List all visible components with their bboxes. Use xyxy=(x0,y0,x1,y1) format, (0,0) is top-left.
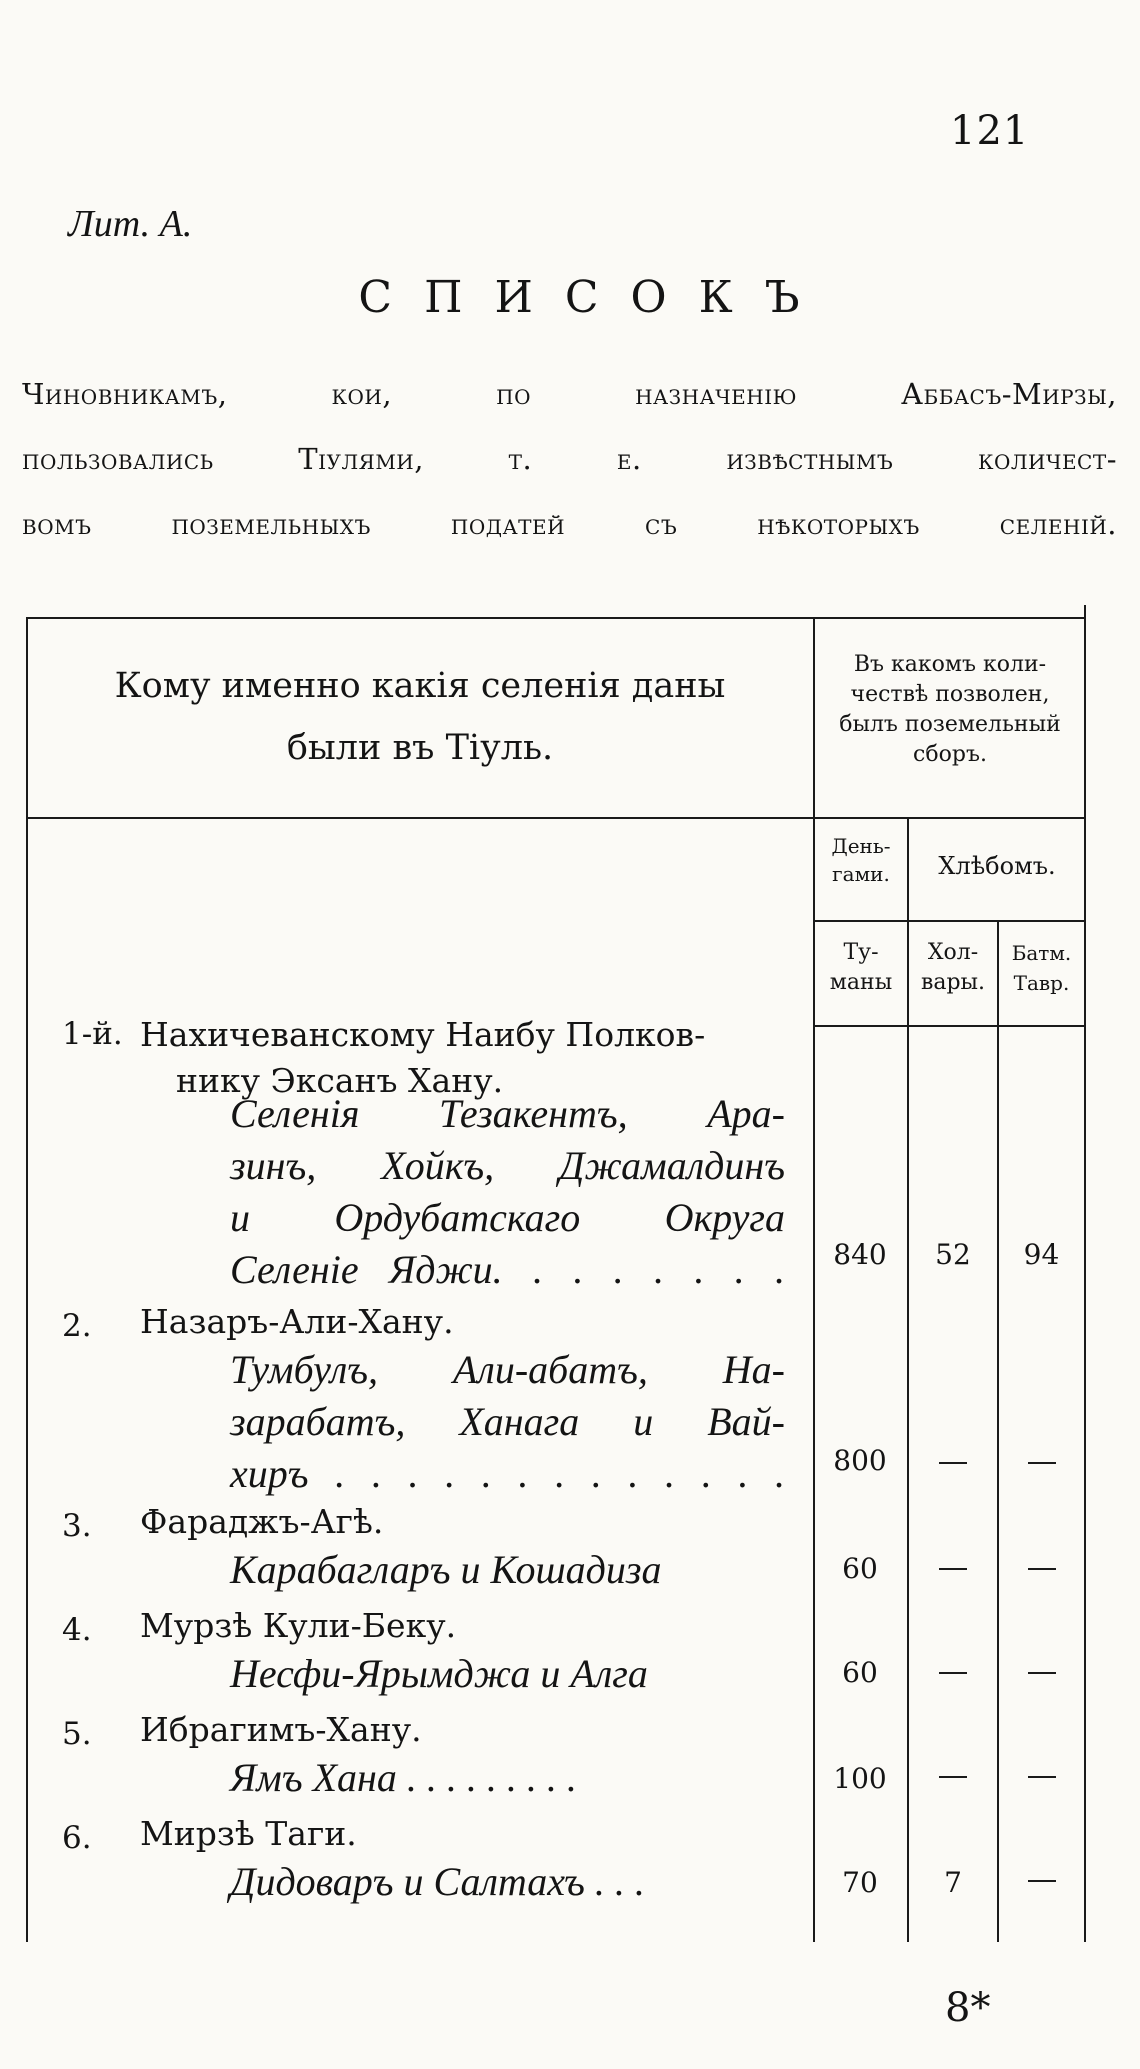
kholvary-value: 7 xyxy=(944,1866,962,1899)
tumany-value: 800 xyxy=(833,1444,887,1477)
row-recipient: Мирзѣ Таги. xyxy=(140,1814,357,1853)
kholvary-dash xyxy=(939,1568,967,1570)
header-line: Батм. xyxy=(1011,941,1072,965)
column-divider xyxy=(997,920,999,1942)
header-grain: Хлѣбомъ. xyxy=(938,852,1056,880)
recipient-line: нику Эксанъ Хану. xyxy=(176,1061,504,1100)
column-divider xyxy=(813,617,815,1942)
batm-dash xyxy=(1028,1568,1056,1570)
row-recipient: Назаръ-Али-Хану. xyxy=(140,1302,454,1341)
columns-rule xyxy=(813,1025,1086,1027)
villages-line: Тумбулъ, Али-абатъ, На- xyxy=(230,1347,785,1392)
row-villages: Дидоваръ и Салтахъ . . . xyxy=(230,1859,645,1904)
column-batm xyxy=(999,938,1084,998)
row-number: 1-й. xyxy=(62,1016,123,1052)
kholvary-dash xyxy=(939,1672,967,1674)
batm-value: 94 xyxy=(1023,1238,1060,1271)
villages-line: зинъ, Хойкъ, Джамалдинъ xyxy=(230,1143,785,1188)
header-line: Кому именно какія селенія даны xyxy=(114,666,726,706)
recipient-line: Нахичеванскому Наибу Полков- xyxy=(140,1015,706,1054)
villages-line: Селенія Тезакентъ, Ара- xyxy=(230,1091,785,1136)
lit-label: Лит. А. xyxy=(68,203,193,245)
table-right-rule xyxy=(1084,605,1086,1942)
header-line: гами. xyxy=(832,862,890,886)
header-line: сборъ. xyxy=(913,742,987,767)
subtitle-line: вомъ поземельныхъ податей съ нѣкоторыхъ селеній. xyxy=(22,507,1117,541)
villages-line: и Ордубатскаго Округа xyxy=(230,1195,785,1240)
header-money xyxy=(816,832,906,888)
kholvary-dash xyxy=(939,1462,967,1464)
batm-dash xyxy=(1028,1880,1056,1882)
batm-dash xyxy=(1028,1462,1056,1464)
row-number: 6. xyxy=(62,1820,92,1856)
tumany-value: 60 xyxy=(842,1552,878,1585)
tumany-value: 100 xyxy=(833,1762,887,1795)
row-villages xyxy=(230,1344,785,1500)
header-line: былъ поземельный xyxy=(839,712,1061,737)
column-kholvary xyxy=(909,938,997,998)
document-heading: СПИСОКЪ xyxy=(358,272,832,323)
column-tumany xyxy=(816,938,906,998)
header-amount xyxy=(816,650,1084,770)
row-villages xyxy=(230,1088,785,1296)
row-number: 3. xyxy=(62,1508,92,1544)
batm-dash xyxy=(1028,1776,1056,1778)
subtitle-line: пользовались Тіулями, т. е. извѣстнымъ количест- xyxy=(22,442,1117,476)
tumany-value: 60 xyxy=(842,1656,878,1689)
subheader-rule xyxy=(813,920,1086,922)
header-line: Въ какомъ коли- xyxy=(853,652,1047,677)
villages-line: зарабатъ, Ханага и Вай- xyxy=(230,1399,785,1444)
header-line: День- xyxy=(831,834,891,858)
row-number: 5. xyxy=(62,1716,92,1752)
document-subtitle xyxy=(22,362,1117,557)
kholvary-value: 52 xyxy=(935,1238,971,1271)
header-line: чествѣ позволен, xyxy=(850,682,1050,707)
row-number: 2. xyxy=(62,1308,92,1344)
row-recipient: Мурзѣ Кули-Беку. xyxy=(140,1606,457,1645)
page-number: 121 xyxy=(950,108,1030,154)
tumany-value: 840 xyxy=(833,1238,887,1271)
table-left-rule xyxy=(26,617,28,1942)
header-line: Ту- xyxy=(843,940,879,965)
villages-line: Селеніе Яджи. . . . . . . . xyxy=(230,1247,785,1292)
header-line: вары. xyxy=(920,970,986,995)
row-recipient: Фараджъ-Агѣ. xyxy=(140,1502,384,1541)
header-line: Хол- xyxy=(927,940,979,965)
header-line: маны xyxy=(829,970,893,995)
row-villages: Ямъ Хана . . . . . . . . . xyxy=(230,1755,577,1800)
signature-mark: 8* xyxy=(945,1985,991,2031)
header-bottom-rule xyxy=(26,817,1086,819)
subtitle-line: Чиновникамъ, кои, по назначенію Аббасъ-Мирзы, xyxy=(22,377,1117,411)
batm-dash xyxy=(1028,1672,1056,1674)
row-villages: Карабагларъ и Кошадиза xyxy=(230,1547,662,1592)
row-number: 4. xyxy=(62,1612,92,1648)
header-line: были въ Тіуль. xyxy=(286,728,554,768)
header-recipients xyxy=(40,655,800,779)
villages-line: хиръ . . . . . . . . . . . . . xyxy=(230,1451,785,1496)
table-top-rule xyxy=(26,617,1086,619)
tumany-value: 70 xyxy=(842,1866,878,1899)
header-line: Тавр. xyxy=(1013,971,1070,995)
row-recipient: Ибрагимъ-Хану. xyxy=(140,1710,422,1749)
kholvary-dash xyxy=(939,1776,967,1778)
row-villages: Несфи-Ярымджа и Алга xyxy=(230,1651,648,1696)
